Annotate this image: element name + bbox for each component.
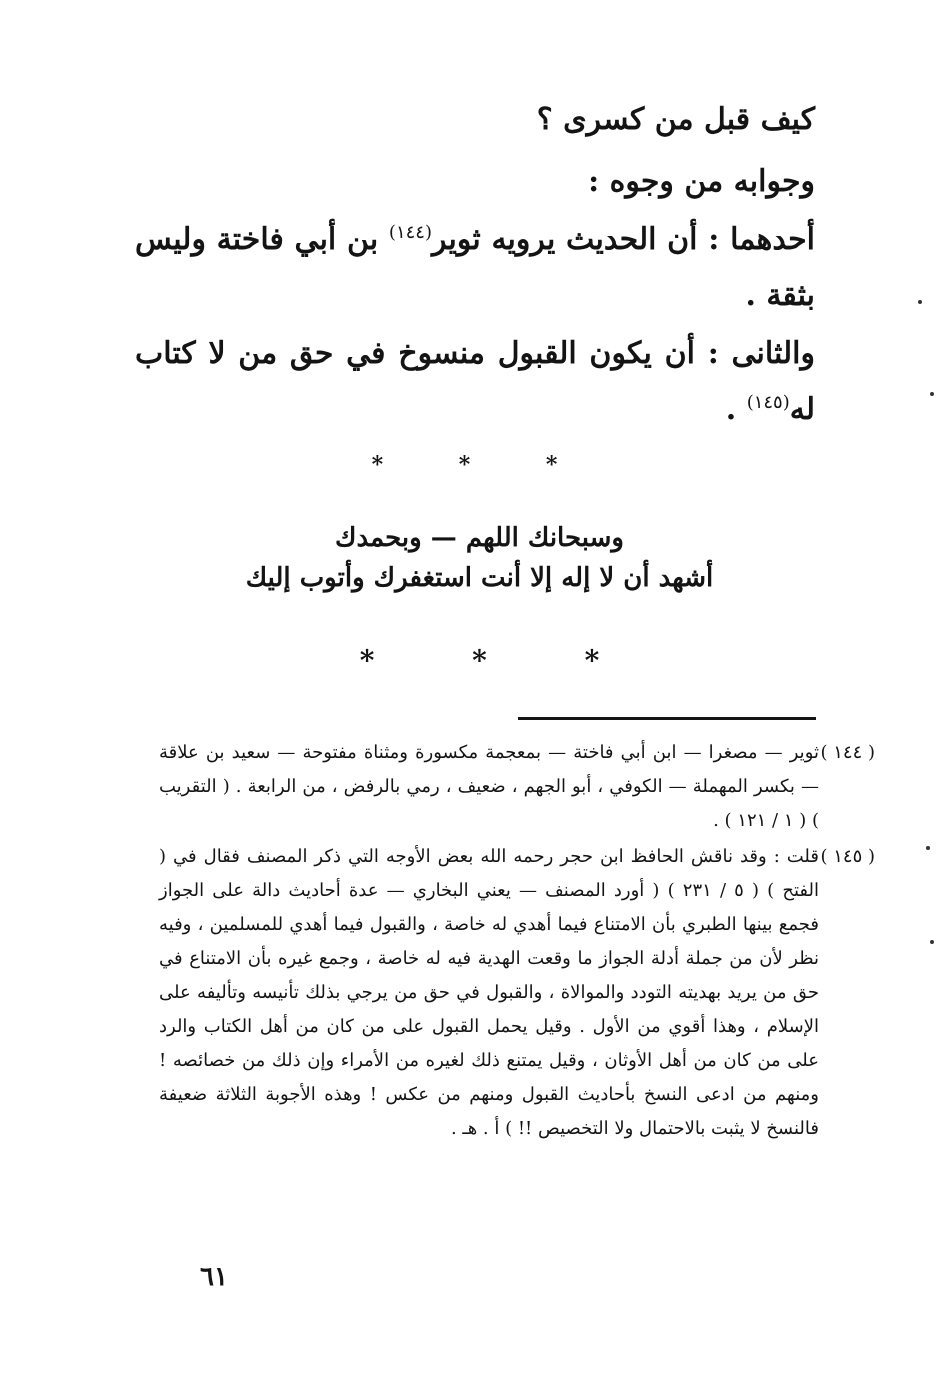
footnote-text: قلت : وقد ناقش الحافظ ابن حجر رحمه الله بعض الأوجه التي ذكر المصنف فقال في ( الفتح ) ( ٥ / ٢٣١ ) ( أورد المصنف — يعني البخاري — عدة أحاديث دالة على الجواز فجمع بينها الطبري بأن الامتناع فيما أهدي له خاصة ، والقبول فيما أهدي للمسلمين ، وفيه نظر لأن من جملة أدلة الجواز ما وقعت الهدية فيه له خاصة ، وجمع غيره بأن الامتناع في حق من يريد بهديته التودد والموالاة ، والقبول في حق من يرجي بذلك تأنيسه وتأليفه على الإسلام ، وهذا أقوي من الأول . وقيل يحمل القبول على من كان من أهل الكتاب والرد على من كان من أهل الأوثان ، وقيل يمتنع ذلك لغيره من الأمراء وإن ذلك من خصائصه ! ومنهم من ادعى النسخ بأحاديث القبول ومنهم من عكس ! وهذه الأجوبة الثلاثة ضعيفة فالنسخ لا يثبت بالاحتمال ولا التخصيص !! ) أ . هـ . (159, 846, 819, 1139)
point-one-text: أحدهما : أن الحديث يرويه ثوير (431, 222, 815, 257)
point-two-text: والثانى : أن يكون القبول منسوخ في حق من لا كتاب له (135, 336, 815, 427)
scan-speck (918, 300, 922, 304)
footnote-145 (159, 840, 875, 1146)
footnote-ref-145[interactable]: (١٤٥) (746, 392, 790, 413)
footnote-144 (159, 736, 875, 838)
footnote-number: ( ١٤٥ ) (820, 846, 875, 867)
point-one-paragraph (135, 212, 815, 324)
footnote-number: ( ١٤٤ ) (820, 742, 875, 763)
asterism-separator-bottom: * * * (359, 644, 644, 677)
page-number: ٦١ (200, 1262, 228, 1292)
asterism-separator-top: * * * (371, 452, 592, 478)
footnote-divider (518, 717, 816, 720)
footnote-ref-144[interactable]: (١٤٤) (388, 222, 432, 243)
point-two-text-continued: . (725, 392, 747, 427)
closing-line-1: وسبحانك اللهم — وبحمدك (335, 523, 624, 553)
question-text: كيف قبل من كسرى ؟ (536, 102, 815, 137)
footnote-text: ثوير — مصغرا — ابن أبي فاختة — بمعجمة مكسورة ومثناة مفتوحة — سعيد بن علاقة — بكسر المهملة — الكوفي ، أبو الجهم ، ضعيف ، رمي بالرفض ، من الرابعة . ( التقريب ) ( ١ / ١٢١ ) . (159, 742, 819, 831)
question-line (135, 92, 815, 148)
scan-speck (930, 940, 934, 944)
scan-speck (930, 392, 934, 396)
answer-intro-text: وجوابه من وجوه : (588, 164, 815, 199)
answer-intro (135, 154, 815, 210)
closing-line-2: أشهد أن لا إله إلا أنت استغفرك وأتوب إليك (245, 563, 714, 593)
point-two-paragraph (135, 326, 815, 438)
point-one-text-continued: بن أبي فاختة وليس بثقة . (135, 222, 815, 313)
scan-speck (926, 846, 930, 850)
